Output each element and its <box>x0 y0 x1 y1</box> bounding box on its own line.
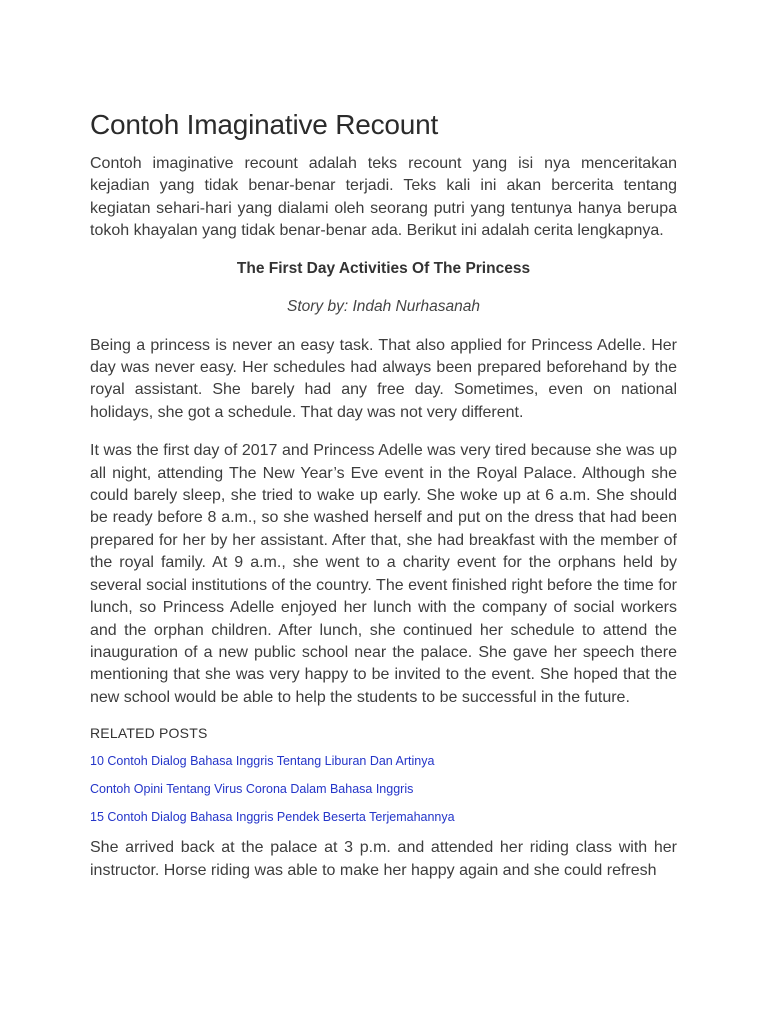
related-post-link-3[interactable]: 15 Contoh Dialog Bahasa Inggris Pendek Beserta Terjemahannya <box>90 810 455 825</box>
related-posts-heading: RELATED POSTS <box>90 725 208 742</box>
article-title: Contoh Imaginative Recount <box>90 109 439 140</box>
story-paragraph-3: She arrived back at the palace at 3 p.m. and attended her riding class with her instructor. Horse riding was able to make her happy again and she could refresh <box>90 839 677 879</box>
list-item <box>90 751 677 771</box>
article-container <box>90 108 677 882</box>
article-intro: Contoh imaginative recount adalah teks recount yang isi nya menceritakan kejadian yang tidak benar-benar terjadi. Teks kali ini akan bercerita tentang kegiatan sehari-hari yang dialami oleh seorang putri yang tentunya hanya berupa tokoh khayalan yang tidak benar-benar ada. Berikut ini adalah cerita lengkapnya. <box>90 155 677 240</box>
related-post-link-1[interactable]: 10 Contoh Dialog Bahasa Inggris Tentang Liburan Dan Artinya <box>90 754 435 769</box>
story-paragraph-1: Being a princess is never an easy task. That also applied for Princess Adelle. Her day was never easy. Her schedules had always been prepared beforehand by the royal assistant. She barely had any free day. Sometimes, even on national holidays, she got a schedule. That day was not very different. <box>90 336 677 421</box>
related-posts <box>90 723 677 827</box>
list-item <box>90 807 677 827</box>
related-post-link-2[interactable]: Contoh Opini Tentang Virus Corona Dalam Bahasa Inggris <box>90 782 414 797</box>
story-title: The First Day Activities Of The Princess <box>236 259 531 277</box>
list-item <box>90 779 677 799</box>
story-author: Story by: Indah Nurhasanah <box>286 297 480 315</box>
related-posts-list <box>90 751 677 827</box>
story-paragraph-2: It was the first day of 2017 and Princess Adelle was very tired because she was up all night, attending The New Year’s Eve event in the Royal Palace. Although she could barely sleep, she tried to wake up early. She woke up at 6 a.m. She should be ready before 8 a.m., so she washed herself and put on the dress that had been prepared for her by her assistant. After that, she had breakfast with the member of the royal family. At 9 a.m., she went to a charity event for the orphans held by several social institutions of the country. The event finished right before the time for lunch, so Princess Adelle enjoyed her lunch with the company of social workers and the orphan children. After lunch, she continued her schedule to attend the inauguration of a new public school near the palace. She gave her speech there mentioning that she was very happy to be invited to the event. She hoped that the new school would be able to help the students to be successful in the future. <box>90 442 677 706</box>
